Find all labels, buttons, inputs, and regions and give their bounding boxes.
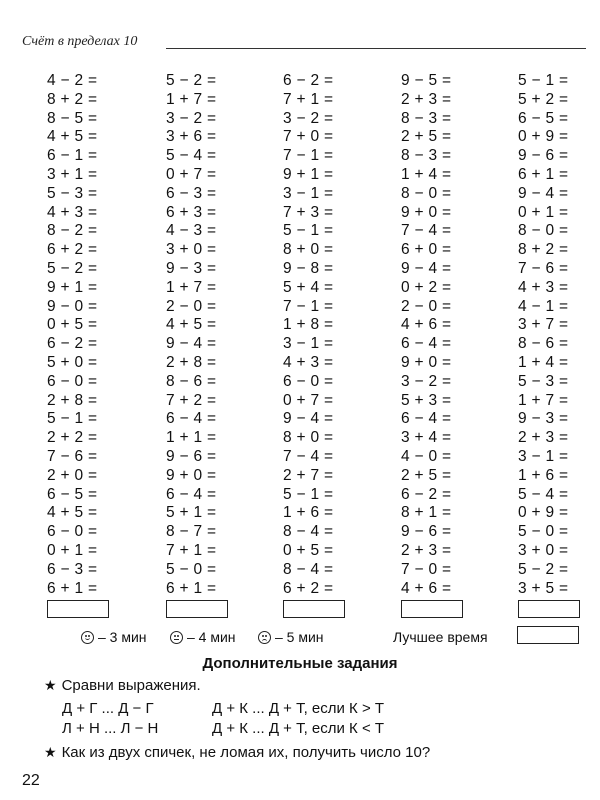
problem: 9 − 6 = bbox=[166, 447, 217, 465]
problem: 8 − 3 = bbox=[401, 147, 452, 165]
problem: 6 − 2 = bbox=[401, 485, 452, 503]
best-time-label: Лучшее время bbox=[393, 629, 488, 645]
problem: 8 − 6 = bbox=[166, 372, 217, 390]
problem: 8 + 0 = bbox=[283, 429, 334, 447]
problem: 1 + 4 = bbox=[518, 353, 569, 371]
problem: 5 − 1 = bbox=[518, 72, 569, 89]
legend-sad-text: – 5 мин bbox=[275, 629, 324, 645]
problem: 9 + 0 = bbox=[166, 466, 217, 484]
legend-smile-text: – 3 мин bbox=[98, 629, 147, 645]
problem: 6 + 3 = bbox=[166, 203, 217, 221]
problem: 1 + 6 = bbox=[518, 466, 569, 484]
problem: 9 − 4 = bbox=[518, 184, 569, 202]
problem: 7 − 4 = bbox=[401, 222, 452, 240]
problem: 2 + 8 = bbox=[166, 353, 217, 371]
problem: 6 − 4 = bbox=[401, 335, 452, 353]
task-matches bbox=[44, 744, 430, 761]
problem: 5 + 4 = bbox=[283, 278, 334, 296]
problem: 9 − 0 = bbox=[47, 297, 98, 315]
task-matches-text: Как из двух спичек, не ломая их, получить число 10? bbox=[61, 744, 431, 761]
problem: 0 + 5 = bbox=[283, 541, 334, 559]
problem: 0 + 1 = bbox=[47, 541, 98, 559]
problem: 6 − 4 = bbox=[166, 410, 217, 428]
problem: 4 + 3 = bbox=[47, 203, 98, 221]
problem: 0 + 1 = bbox=[518, 203, 569, 221]
legend-smile bbox=[81, 629, 147, 645]
problem: 4 − 0 = bbox=[401, 447, 452, 465]
problem: 3 − 2 = bbox=[283, 109, 334, 127]
problem: 7 + 1 = bbox=[166, 541, 217, 559]
problem: 3 + 0 = bbox=[166, 241, 217, 259]
problem: 8 + 1 = bbox=[401, 504, 452, 522]
problem: 2 − 0 = bbox=[401, 297, 452, 315]
problem: 5 − 4 = bbox=[518, 485, 569, 503]
problem: 8 − 4 = bbox=[283, 523, 334, 541]
problem: 0 + 2 = bbox=[401, 278, 452, 296]
problem: 4 + 6 = bbox=[401, 316, 452, 334]
problem: 3 − 2 = bbox=[166, 109, 217, 127]
smiley-face-icon bbox=[81, 631, 94, 644]
problem: 2 + 3 = bbox=[401, 541, 452, 559]
expression-3: Л + Н ... Л − Н bbox=[62, 720, 159, 737]
problem: 6 − 5 = bbox=[47, 485, 98, 503]
expression-2: Д + К ... Д + Т, если К > Т bbox=[212, 700, 385, 717]
problem: 2 + 0 = bbox=[47, 466, 98, 484]
problem: 3 + 6 = bbox=[166, 128, 217, 146]
problem: 9 + 0 = bbox=[401, 203, 452, 221]
problem: 8 − 4 = bbox=[283, 560, 334, 578]
problem: 6 + 2 = bbox=[283, 579, 334, 597]
header-rule bbox=[166, 48, 586, 49]
problem: 8 + 0 = bbox=[283, 241, 334, 259]
time-box-column-5[interactable] bbox=[518, 600, 580, 618]
time-box-column-4[interactable] bbox=[401, 600, 463, 618]
problem: 1 + 1 = bbox=[166, 429, 217, 447]
problem: 5 − 4 = bbox=[166, 147, 217, 165]
problem: 3 + 1 = bbox=[47, 165, 98, 183]
problem: 9 − 6 = bbox=[401, 523, 452, 541]
problem: 0 + 9 = bbox=[518, 128, 569, 146]
time-box-column-3[interactable] bbox=[283, 600, 345, 618]
problem: 1 + 8 = bbox=[283, 316, 334, 334]
problem: 9 − 4 = bbox=[166, 335, 217, 353]
problem: 1 + 4 = bbox=[401, 165, 452, 183]
problem: 7 − 6 = bbox=[518, 259, 569, 277]
problem: 6 − 1 = bbox=[47, 147, 98, 165]
problem: 7 − 4 = bbox=[283, 447, 334, 465]
problem: 7 + 2 = bbox=[166, 391, 217, 409]
problem: 4 − 3 = bbox=[166, 222, 217, 240]
problem: 5 + 3 = bbox=[401, 391, 452, 409]
problem: 2 + 3 = bbox=[401, 90, 452, 108]
problem: 8 − 0 = bbox=[401, 184, 452, 202]
problem: 1 + 7 = bbox=[166, 278, 217, 296]
problem: 6 + 0 = bbox=[401, 241, 452, 259]
problem: 5 + 2 = bbox=[518, 90, 569, 108]
legend-neutral bbox=[170, 629, 236, 645]
problem: 4 + 5 = bbox=[166, 316, 217, 334]
problem: 3 + 7 = bbox=[518, 316, 569, 334]
problem: 6 − 2 = bbox=[47, 335, 98, 353]
problem: 7 − 1 = bbox=[283, 147, 334, 165]
problem: 5 − 2 = bbox=[47, 259, 98, 277]
problem: 9 − 3 = bbox=[518, 410, 569, 428]
problem: 6 − 4 = bbox=[166, 485, 217, 503]
problem: 9 − 4 = bbox=[283, 410, 334, 428]
star-icon: ★ bbox=[44, 744, 57, 760]
problem: 3 − 1 = bbox=[283, 184, 334, 202]
problem-column-4 bbox=[401, 72, 451, 598]
problem: 6 − 4 = bbox=[401, 410, 452, 428]
section-title: Счёт в пределах 10 bbox=[22, 34, 138, 49]
problem: 5 − 1 = bbox=[47, 410, 98, 428]
problem: 4 − 1 = bbox=[518, 297, 569, 315]
problem: 2 + 3 = bbox=[518, 429, 569, 447]
problem: 6 + 2 = bbox=[47, 241, 98, 259]
problem: 6 − 3 = bbox=[47, 560, 98, 578]
problem: 6 − 5 = bbox=[518, 109, 569, 127]
problem: 8 − 3 = bbox=[401, 109, 452, 127]
problem: 5 + 1 = bbox=[166, 504, 217, 522]
problem: 8 + 2 = bbox=[47, 90, 98, 108]
problem-column-3 bbox=[283, 72, 333, 598]
problem-column-5 bbox=[518, 72, 568, 598]
problem: 1 + 7 = bbox=[166, 90, 217, 108]
problem: 2 + 7 = bbox=[283, 466, 334, 484]
problem: 3 + 0 = bbox=[518, 541, 569, 559]
problem: 5 + 0 = bbox=[47, 353, 98, 371]
problem: 2 + 5 = bbox=[401, 466, 452, 484]
problem: 0 + 7 = bbox=[166, 165, 217, 183]
time-box-column-1[interactable] bbox=[47, 600, 109, 618]
problem: 7 − 0 = bbox=[401, 560, 452, 578]
problem: 3 − 1 = bbox=[283, 335, 334, 353]
problem: 9 − 5 = bbox=[401, 72, 452, 89]
problem: 8 − 5 = bbox=[47, 109, 98, 127]
problem: 0 + 9 = bbox=[518, 504, 569, 522]
problem: 9 + 1 = bbox=[47, 278, 98, 296]
problem: 2 − 0 = bbox=[166, 297, 217, 315]
task-compare-text: Сравни выражения. bbox=[61, 677, 201, 694]
problem: 5 − 1 = bbox=[283, 485, 334, 503]
problem: 1 + 6 = bbox=[283, 504, 334, 522]
problem: 5 − 0 = bbox=[518, 523, 569, 541]
problem: 7 + 3 = bbox=[283, 203, 334, 221]
problem: 5 − 3 = bbox=[47, 184, 98, 202]
legend-neutral-text: – 4 мин bbox=[187, 629, 236, 645]
problem: 5 − 3 = bbox=[518, 372, 569, 390]
problem: 9 + 0 = bbox=[401, 353, 452, 371]
best-time-box[interactable] bbox=[517, 626, 579, 644]
neutral-face-icon bbox=[170, 631, 183, 644]
problem: 9 + 1 = bbox=[283, 165, 334, 183]
problem: 6 − 0 = bbox=[47, 372, 98, 390]
problem: 4 + 3 = bbox=[518, 278, 569, 296]
legend-sad bbox=[258, 629, 324, 645]
task-compare bbox=[44, 677, 201, 694]
problem-column-1 bbox=[47, 72, 97, 598]
problem: 8 − 7 = bbox=[166, 523, 217, 541]
expression-4: Д + К ... Д + Т, если К < Т bbox=[212, 720, 385, 737]
problem-column-2 bbox=[166, 72, 216, 598]
problem: 6 − 0 = bbox=[47, 523, 98, 541]
problem: 7 + 1 = bbox=[283, 90, 334, 108]
problem: 9 − 3 = bbox=[166, 259, 217, 277]
problem: 1 + 7 = bbox=[518, 391, 569, 409]
extra-tasks-title: Дополнительные задания bbox=[202, 655, 398, 672]
problem: 4 + 3 = bbox=[283, 353, 334, 371]
problem: 7 − 1 = bbox=[283, 297, 334, 315]
problem: 2 + 5 = bbox=[401, 128, 452, 146]
problem: 3 + 5 = bbox=[518, 579, 569, 597]
problem: 8 − 2 = bbox=[47, 222, 98, 240]
problem: 6 − 2 = bbox=[283, 72, 334, 89]
problem: 4 − 2 = bbox=[47, 72, 98, 89]
problem: 6 − 3 = bbox=[166, 184, 217, 202]
problem: 5 − 1 = bbox=[283, 222, 334, 240]
problem: 2 + 8 = bbox=[47, 391, 98, 409]
problem: 5 − 0 = bbox=[166, 560, 217, 578]
problem: 8 + 2 = bbox=[518, 241, 569, 259]
problem: 3 − 1 = bbox=[518, 447, 569, 465]
problem: 5 − 2 = bbox=[166, 72, 217, 89]
problem: 0 + 5 = bbox=[47, 316, 98, 334]
sad-face-icon bbox=[258, 631, 271, 644]
problem: 8 − 0 = bbox=[518, 222, 569, 240]
star-icon: ★ bbox=[44, 677, 57, 693]
problem: 2 + 2 = bbox=[47, 429, 98, 447]
problem: 6 + 1 = bbox=[518, 165, 569, 183]
expression-1: Д + Г ... Д − Г bbox=[62, 700, 154, 717]
problem: 9 − 6 = bbox=[518, 147, 569, 165]
problem: 4 + 5 = bbox=[47, 128, 98, 146]
problem: 6 + 1 = bbox=[166, 579, 217, 597]
problem: 4 + 6 = bbox=[401, 579, 452, 597]
problem: 9 − 8 = bbox=[283, 259, 334, 277]
problem: 3 + 4 = bbox=[401, 429, 452, 447]
problem: 6 − 0 = bbox=[283, 372, 334, 390]
page-number: 22 bbox=[22, 772, 40, 789]
problem: 7 − 6 = bbox=[47, 447, 98, 465]
problem: 8 − 6 = bbox=[518, 335, 569, 353]
problem: 6 + 1 = bbox=[47, 579, 98, 597]
problem: 9 − 4 = bbox=[401, 259, 452, 277]
problem: 5 − 2 = bbox=[518, 560, 569, 578]
time-box-column-2[interactable] bbox=[166, 600, 228, 618]
problem: 3 − 2 = bbox=[401, 372, 452, 390]
problem: 4 + 5 = bbox=[47, 504, 98, 522]
problem: 0 + 7 = bbox=[283, 391, 334, 409]
problem: 7 + 0 = bbox=[283, 128, 334, 146]
